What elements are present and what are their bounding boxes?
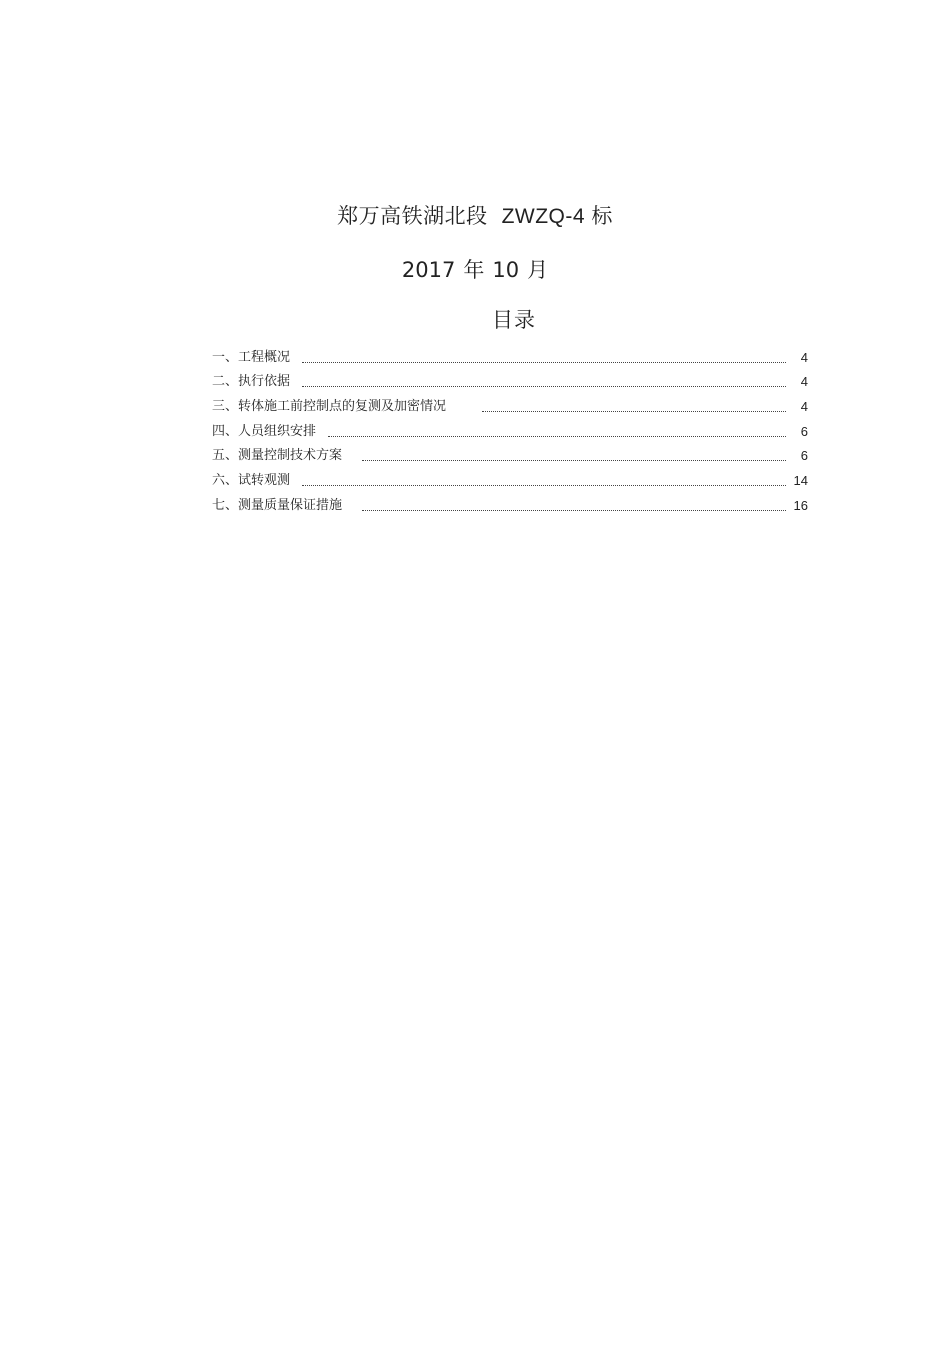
toc-dot-leader	[482, 410, 786, 412]
project-title	[0, 201, 950, 232]
table-of-contents	[212, 342, 808, 515]
toc-entry-page: 6	[800, 423, 808, 439]
toc-entry[interactable]	[212, 465, 808, 490]
date-year-unit: 年	[463, 258, 485, 282]
toc-entry-page: 16	[793, 497, 808, 513]
toc-entry-label: 二、执行依据	[212, 374, 291, 390]
toc-entry-label: 一、工程概况	[212, 349, 291, 365]
toc-entry-page: 6	[800, 448, 808, 464]
toc-entry-page: 4	[800, 374, 808, 390]
date-month: 10	[492, 258, 520, 282]
toc-entry[interactable]	[212, 342, 808, 367]
toc-entry-page: 4	[800, 399, 808, 415]
toc-entry[interactable]	[212, 490, 808, 515]
toc-dot-leader	[328, 435, 786, 437]
document-date	[0, 255, 950, 285]
section-code: ZWZQ-4 标	[501, 205, 613, 228]
toc-entry-page: 14	[793, 473, 808, 489]
toc-entry-page: 4	[800, 349, 808, 365]
toc-entry-label: 三、转体施工前控制点的复测及加密情况	[212, 399, 447, 415]
toc-heading: 目录	[492, 308, 536, 332]
toc-entry-label: 七、测量质量保证措施	[212, 497, 343, 513]
toc-entry-label: 六、试转观测	[212, 473, 291, 489]
toc-dot-leader	[362, 459, 786, 461]
toc-dot-leader	[362, 509, 786, 511]
toc-entry[interactable]	[212, 441, 808, 466]
toc-dot-leader	[302, 385, 786, 387]
toc-entry-label: 四、人员组织安排	[212, 423, 317, 439]
toc-dot-leader	[302, 361, 786, 363]
toc-entry-label: 五、测量控制技术方案	[212, 448, 343, 464]
date-year: 2017	[401, 258, 456, 282]
toc-entry[interactable]	[212, 391, 808, 416]
toc-dot-leader	[302, 484, 786, 486]
date-month-unit: 月	[527, 258, 549, 282]
toc-entry[interactable]	[212, 416, 808, 441]
project-name: 郑万高铁湖北段	[337, 204, 488, 228]
toc-entry[interactable]	[212, 367, 808, 392]
